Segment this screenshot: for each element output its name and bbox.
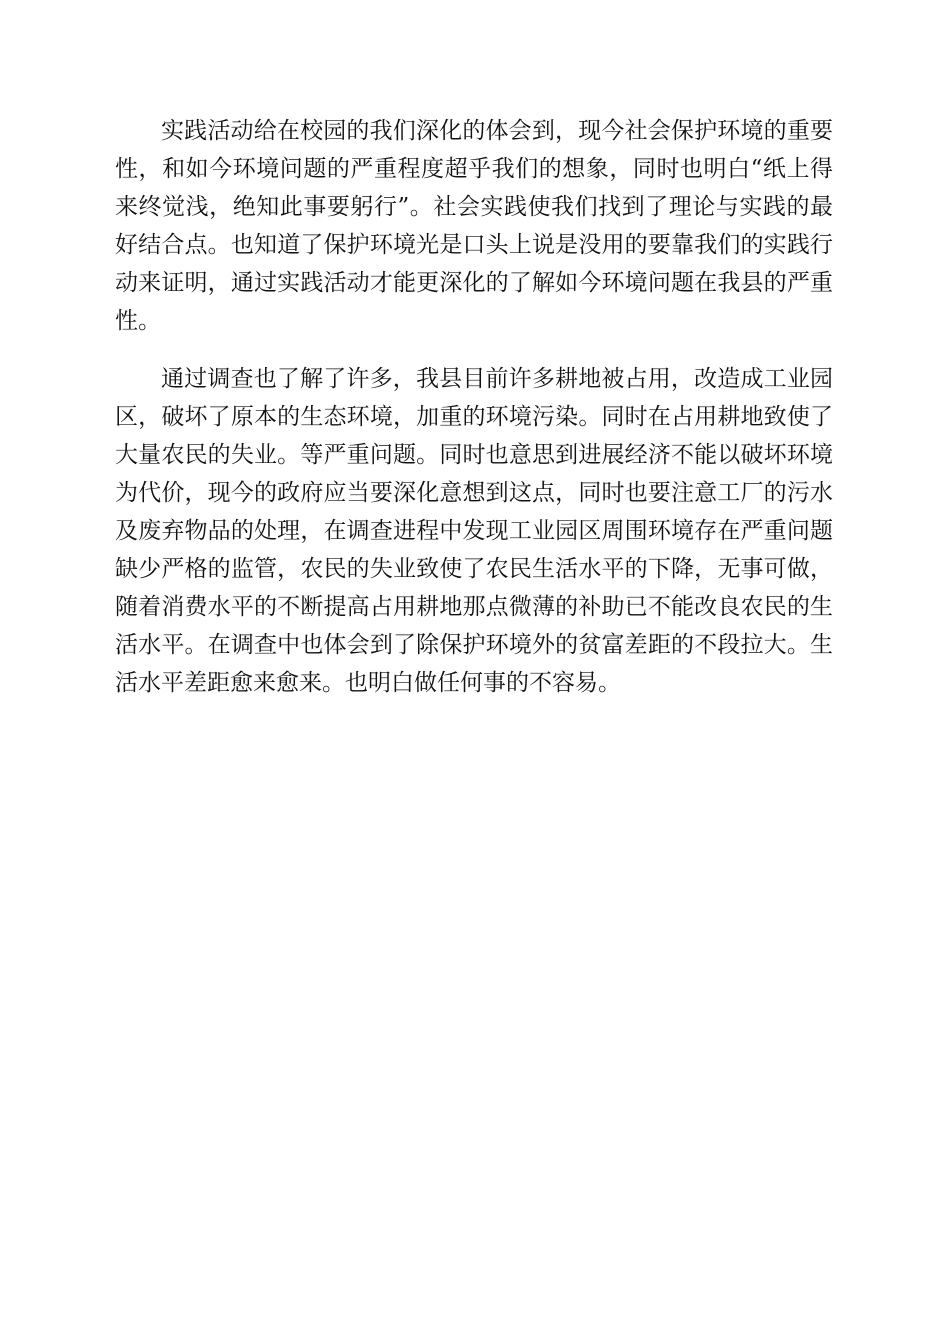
paragraph-2: 通过调查也了解了许多，我县目前许多耕地被占用，改造成工业园区，破坏了原本的生态环境，加重的环境污染。同时在占用耕地致使了大量农民的失业。等严重问题。同时也意思到进展经济不能以破坏环境为代价，现今的政府应当要深化意想到这点，同时也要注意工厂的污水及废弃物品的处理，在调查进程中发现工业园区周围环境存在严重问题缺少严格的监管，农民的失业致使了农民生活水平的下降，无事可做，随着消费水平的不断提高占用耕地那点微薄的补助已不能改良农民的生活水平。在调查中也体会到了除保护环境外的贫富差距的不段拉大。生活水平差距愈来愈来。也明白做任何事的不容易。	[115, 366, 833, 696]
document-body	[115, 112, 833, 722]
paragraph-1: 实践活动给在校园的我们深化的体会到，现今社会保护环境的重要性，和如今环境问题的严重程度超乎我们的想象，同时也明白“纸上得来终觉浅，绝知此事要躬行”。社会实践使我们找到了理论与实践的最好结合点。也知道了保护环境光是口头上说是没用的要靠我们的实践行动来证明，通过实践活动才能更深化的了解如今环境问题在我县的严重性。	[115, 118, 833, 334]
